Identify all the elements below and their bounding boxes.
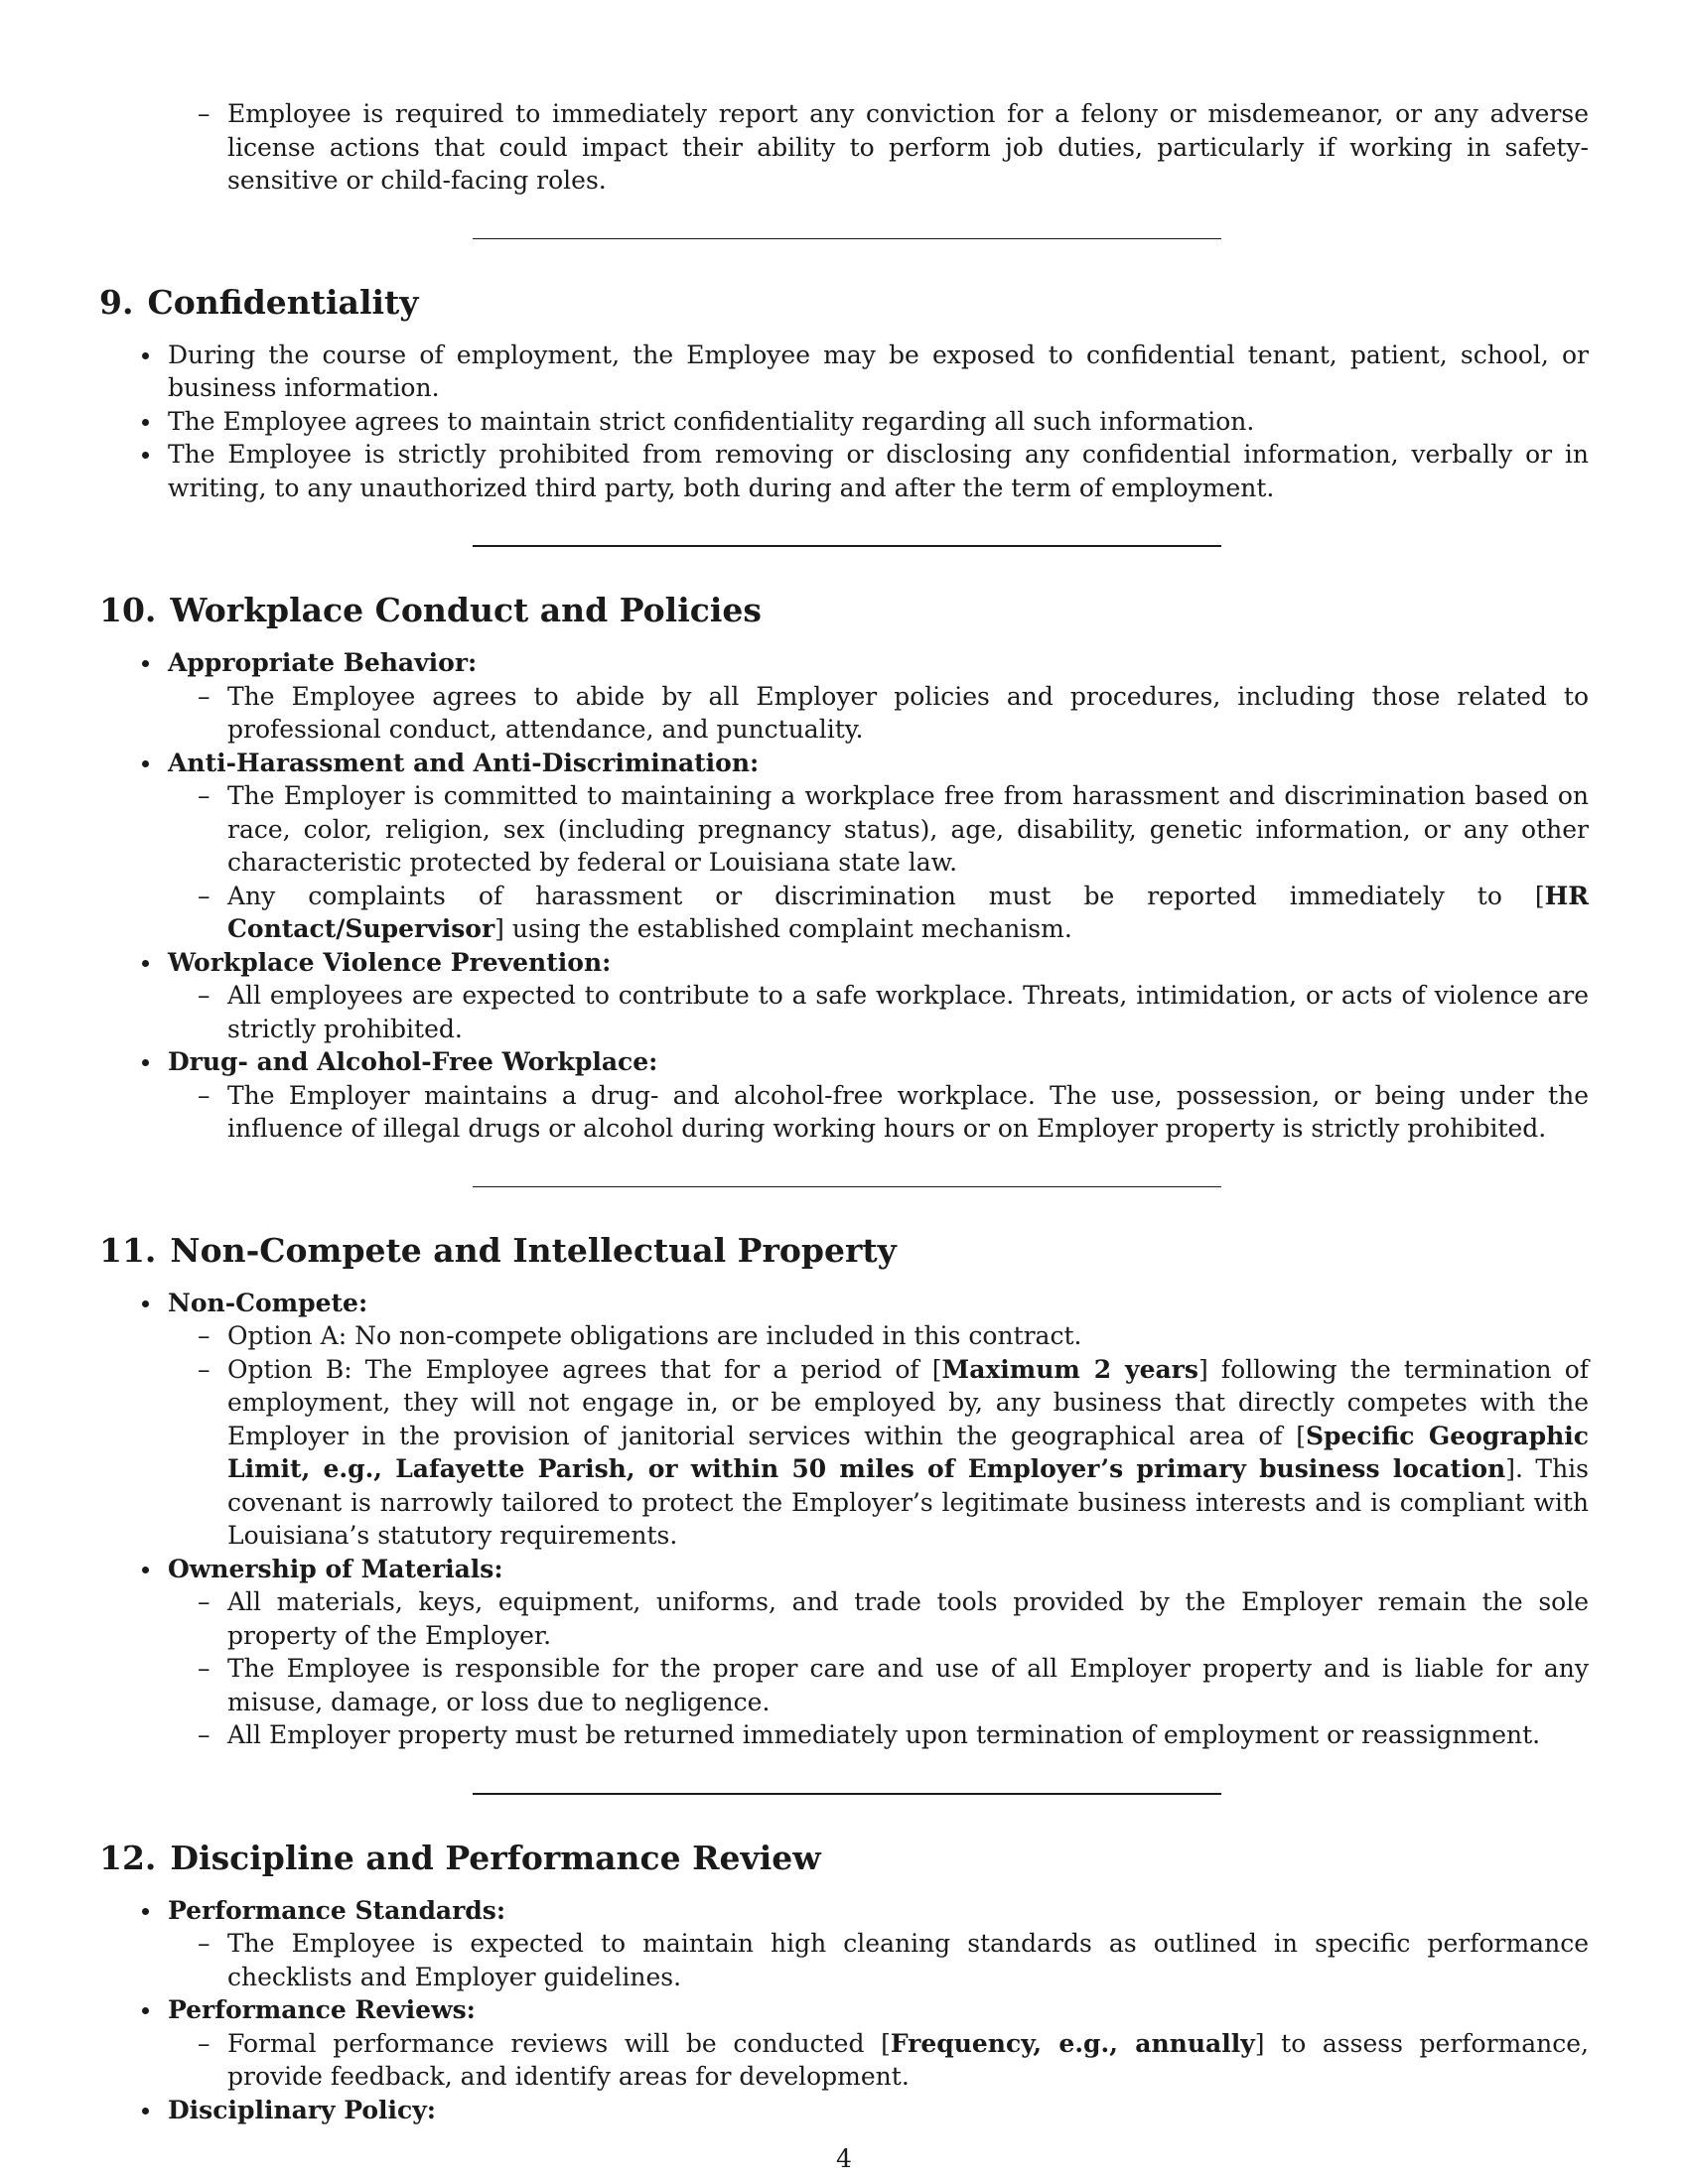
non-compete-list [99, 1287, 1589, 1752]
section-heading-discipline [99, 1839, 1589, 1878]
confidentiality-list [99, 339, 1589, 505]
intro-list [99, 97, 1589, 198]
sub-list [168, 2027, 1589, 2094]
text-run: Formal performance reviews will be conducted [ [227, 2028, 891, 2058]
item-heading: Workplace Violence Prevention: [168, 947, 612, 977]
list-item: During the course of employment, the Employee may be exposed to confidential tenant, patient, school, or business information. [168, 339, 1589, 405]
item-heading: Drug- and Alcohol-Free Workplace: [168, 1047, 658, 1076]
sub-list-item: – All Employer property must be returned immediately upon termination of employment or reassignment. [227, 1718, 1589, 1752]
section-title: Non-Compete and Intellectual Property [170, 1230, 897, 1270]
list-item: The Employee is strictly prohibited from removing or disclosing any confidential information, verbally or in writing, to any unauthorized third party, both during and after the term of employment. [168, 438, 1589, 504]
list-item [168, 1287, 1589, 1553]
sub-list-item: – The Employer maintains a drug- and alcohol-free workplace. The use, possession, or being under the influence of illegal drugs or alcohol during working hours or on Employer property is strictly prohibited. [227, 1079, 1589, 1146]
placeholder-field: Specific Geographic Limit, e.g., Lafayette Parish, or within 50 miles of Employer’s primary business location [227, 1421, 1590, 1483]
section-title: Discipline and Performance Review [170, 1838, 821, 1877]
sub-list [168, 1319, 1589, 1553]
sub-list-item: – Option A: No non-compete obligations are included in this contract. [227, 1319, 1589, 1353]
placeholder-field: Maximum 2 years [941, 1354, 1198, 1384]
text-run: ] to assess performance, provide feedback, and identify areas for development. [227, 2028, 1589, 2091]
section-divider [473, 238, 1221, 239]
sub-list [168, 1585, 1589, 1752]
item-heading: Performance Standards: [168, 1895, 506, 1925]
text-run: ] using the established complaint mechanism. [494, 914, 1072, 943]
sub-list [168, 979, 1589, 1045]
section-divider [473, 545, 1221, 547]
sub-list-item: – All employees are expected to contribute to a safe workplace. Threats, intimidation, or acts of violence are strictly prohibited. [227, 979, 1589, 1045]
list-item [168, 1553, 1589, 1752]
section-title: Workplace Conduct and Policies [170, 591, 762, 629]
text-run: ] following the termination of employment, they will not engage in, or be employed by, any business that directly competes with the Employer in the provision of janitorial services within the geographical area of [ [227, 1354, 1590, 1450]
list-item [168, 1993, 1589, 2094]
item-heading: Ownership of Materials: [168, 1554, 503, 1583]
section-number: 9. [99, 282, 134, 322]
sub-list-item [227, 880, 1589, 946]
discipline-list [99, 1894, 1589, 2127]
item-heading: Disciplinary Policy: [168, 2095, 436, 2124]
placeholder-field: HR Contact/Supervisor [227, 881, 1589, 943]
placeholder-field: Frequency, e.g., annually [890, 2028, 1255, 2058]
sub-list [168, 779, 1589, 946]
sub-list-item [227, 2027, 1589, 2094]
section-divider [473, 1793, 1221, 1795]
sub-list [168, 680, 1589, 747]
page-content [99, 97, 1589, 2126]
sub-list [168, 1079, 1589, 1146]
item-heading: Non-Compete: [168, 1288, 368, 1317]
list-item: The Employee agrees to maintain strict confidentiality regarding all such information. [168, 405, 1589, 439]
sub-list-item: – The Employee agrees to abide by all Employer policies and procedures, including those related to professional conduct, attendance, and punctuality. [227, 680, 1589, 747]
text-run: Option B: The Employee agrees that for a period of [ [227, 1354, 942, 1384]
section-heading-confidentiality [99, 283, 1589, 323]
list-item [168, 1894, 1589, 1994]
text-run: ]. This covenant is narrowly tailored to protect the Employer’s legitimate business interests and is compliant with Louisiana’s statutory requirements. [227, 1454, 1589, 1550]
item-heading: Appropriate Behavior: [168, 648, 478, 677]
list-item [168, 2094, 1589, 2127]
text-run: Any complaints of harassment or discrimination must be reported immediately to [ [227, 881, 1545, 910]
list-item [168, 747, 1589, 946]
section-number: 10. [99, 591, 157, 629]
sub-list-item [227, 1353, 1589, 1553]
sub-list-item: – The Employer is committed to maintaining a workplace free from harassment and discrimination based on race, color, religion, sex (including pregnancy status), age, disability, genetic information, or any other characteristic protected by federal or Louisiana state law. [227, 779, 1589, 880]
section-number: 12. [99, 1838, 157, 1877]
sub-list [168, 1927, 1589, 1993]
sub-list-item: – All materials, keys, equipment, uniforms, and trade tools provided by the Employer remain the sole property of the Employer. [227, 1585, 1589, 1652]
item-heading: Anti-Harassment and Anti-Discrimination: [168, 748, 760, 777]
list-item: – Employee is required to immediately report any conviction for a felony or misdemeanor, or any adverse license actions that could impact their ability to perform job duties, particularly if working in safety-sensitive or child-facing roles. [227, 97, 1589, 198]
section-number: 11. [99, 1230, 157, 1270]
list-item [168, 1045, 1589, 1146]
list-item [168, 946, 1589, 1046]
section-heading-workplace-conduct [99, 591, 1589, 630]
item-heading: Performance Reviews: [168, 1995, 476, 2024]
list-item [168, 646, 1589, 747]
sub-list-item: – The Employee is responsible for the proper care and use of all Employer property and is liable for any misuse, damage, or loss due to negligence. [227, 1652, 1589, 1718]
workplace-conduct-list [99, 646, 1589, 1146]
page-number: 4 [836, 2144, 852, 2173]
section-title: Confidentiality [147, 282, 419, 322]
section-heading-non-compete [99, 1231, 1589, 1271]
sub-list-item: – The Employee is expected to maintain high cleaning standards as outlined in specific performance checklists and Employer guidelines. [227, 1927, 1589, 1993]
section-divider [473, 1186, 1221, 1187]
